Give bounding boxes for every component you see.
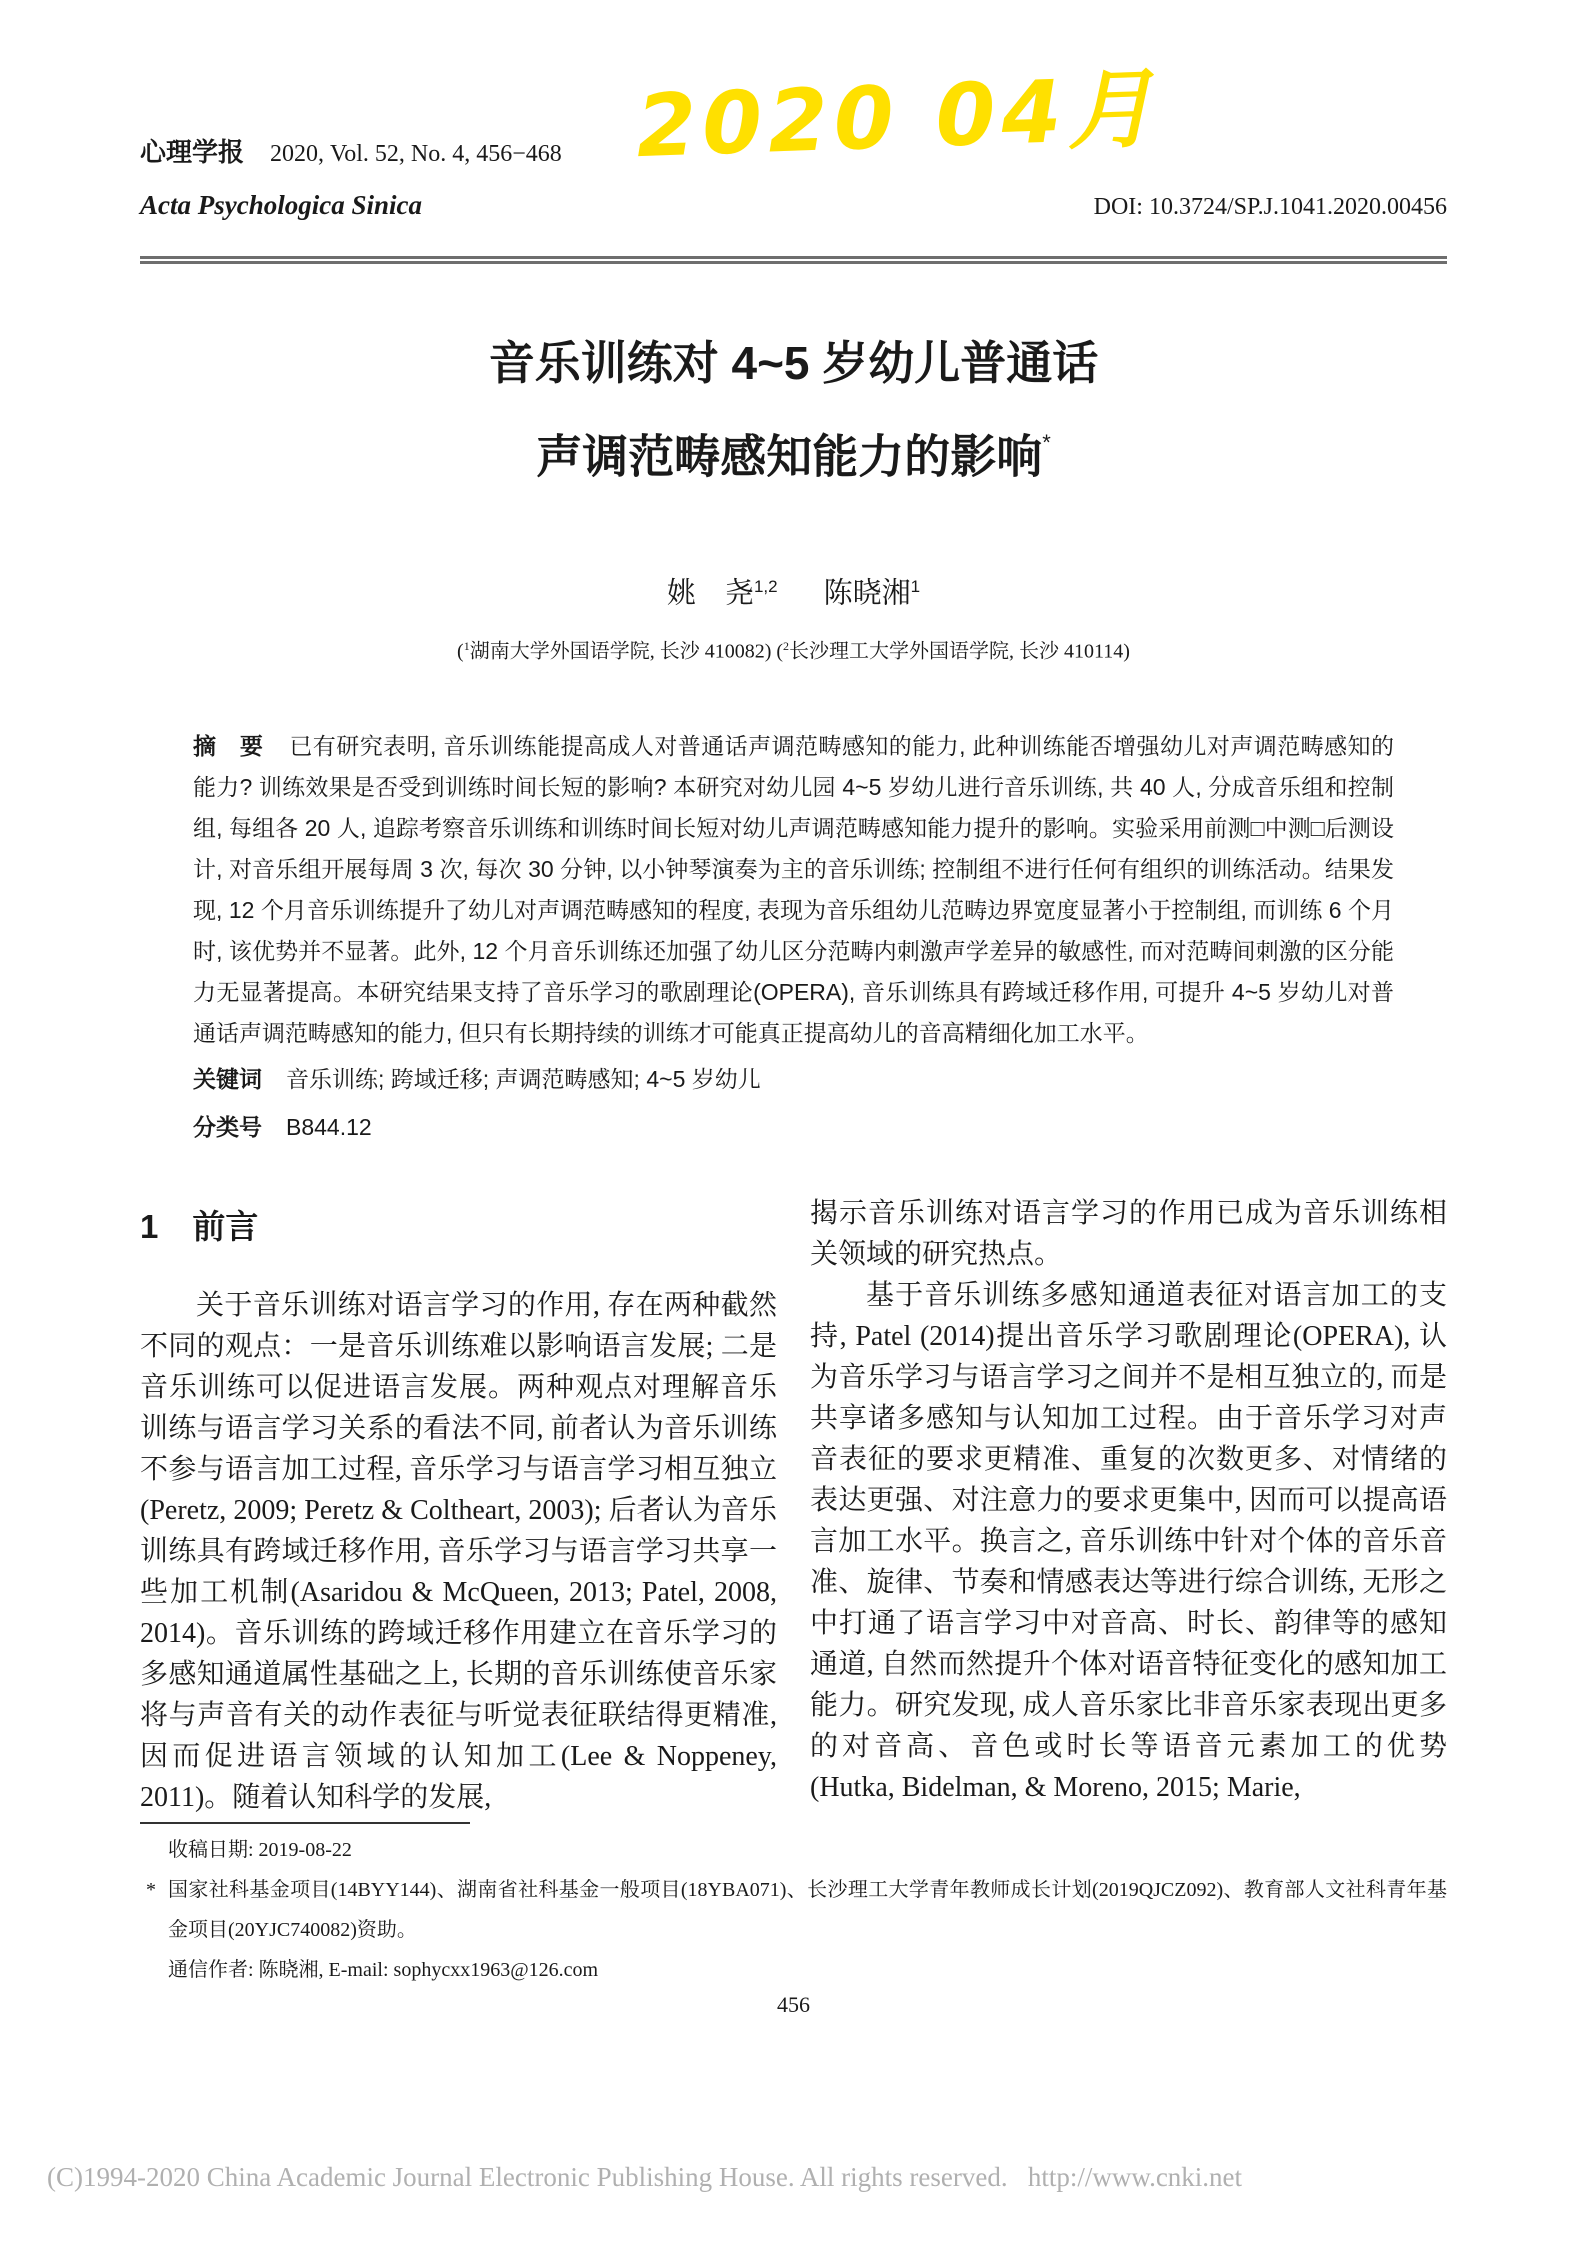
classification-label: 分类号 (193, 1114, 262, 1141)
journal-name-english: Acta Psychologica Sinica (140, 190, 422, 220)
title-footnote-asterisk: * (1042, 430, 1051, 455)
article-title-line-1: 音乐训练对 4~5 岁幼儿普通话 (488, 337, 1099, 389)
keywords-text: 音乐训练; 跨域迁移; 声调范畴感知; 4~5 岁幼儿 (286, 1066, 761, 1093)
affiliation-line: ($^1$湖南大学外国语学院, 长沙 410082) ($^2$长沙理工大学外国语学院, 长沙 410114) (457, 639, 1130, 663)
keywords-label: 关键词 (193, 1066, 262, 1093)
left-column (140, 1193, 777, 1818)
funding-text: 国家社科基金项目(14BYY144)、湖南省社科基金一般项目(18YBA071)、长沙理工大学青年教师成长计划(2019QJCZ092)、教育部人文社科青年基金项目(20YJC740082)资助。 (168, 1879, 1447, 1942)
section-1-heading (140, 1193, 777, 1251)
author-1-affiliation-marks: 1,2 (753, 577, 778, 597)
received-date-line: 收稿日期: 2019-08-22 (168, 1839, 352, 1862)
classification-code: B844.12 (286, 1114, 372, 1141)
abstract-paragraph (193, 726, 1394, 1054)
author-1-name: 姚 尧 (666, 577, 754, 610)
footnote-block (140, 1822, 1447, 1990)
author-2-name: 陈晓湘 (823, 577, 911, 610)
journal-header-row-2 (140, 186, 1447, 224)
affiliation-1-mark: 1 (463, 639, 470, 654)
footnote-separator-rule (140, 1822, 470, 1824)
handwritten-date-annotation: 2020 04月 (634, 58, 1161, 178)
author-line (140, 565, 1447, 609)
abstract-label: 摘 要 (193, 733, 264, 760)
copyright-watermark: (C)1994-2020 China Academic Journal Electronic Publishing House. All rights reserved. http://www.cnki.net (47, 2162, 1243, 2192)
affiliation-1-text: 湖南大学外国语学院, 长沙 410082) ( (469, 640, 784, 663)
author-2-affiliation-marks: 1 (910, 577, 921, 597)
affiliation-2-mark: 2 (783, 639, 790, 654)
funding-asterisk: * (146, 1879, 156, 1902)
header-divider-rule (140, 256, 1447, 264)
intro-paragraph-1-left: 关于音乐训练对语言学习的作用, 存在两种截然不同的观点：一是音乐训练难以影响语言发展; 二是音乐训练可以促进语言发展。两种观点对理解音乐训练与语言学习关系的看法不同, 前者认为音乐训练不参与语言加工过程, 音乐学习与语言学习相互独立(Peretz, 2009; Peretz & Coltheart, 2003); 后者认为音乐训练具有跨域迁移作用, 音乐学习与语言学习共享一些加工机制(Asaridou & McQueen, 2013; Patel, 2008, 2014)。音乐训练的跨域迁移作用建立在音乐学习的多感知通道属性基础之上, 长期的音乐训练使音乐家将与声音有关的动作表征与听觉表征联结得更精准, 因而促进语言领域的认知加工(Lee & Noppeney, 2011)。随着认知科学的发展, (140, 1290, 777, 1814)
section-1-title: 前言 (192, 1208, 259, 1246)
intro-paragraph-1-continued: 揭示音乐训练对语言学习的作用已成为音乐训练相关领域的研究热点。 (810, 1198, 1447, 1271)
doi-text: DOI: 10.3724/SP.J.1041.2020.00456 (1093, 194, 1447, 220)
keywords-line (193, 1059, 1394, 1100)
section-1-number: 1 (140, 1208, 159, 1246)
abstract-section (193, 726, 1394, 1148)
issue-info: 2020, Vol. 52, No. 4, 456−468 (270, 141, 562, 167)
journal-title-block (140, 134, 562, 176)
article-title (140, 320, 1447, 499)
journal-name-chinese: 心理学报 (140, 138, 245, 167)
right-column (810, 1193, 1447, 1818)
intro-paragraph-2: 基于音乐训练多感知通道表征对语言加工的支持, Patel (2014)提出音乐学习歌剧理论(OPERA), 认为音乐学习与语言学习之间并不是相互独立的, 而是共享诸多感知与认知加工过程。由于音乐学习对声音表征的要求更精准、重复的次数更多、对情绪的表达更强、对注意力的要求更集中, 因而可以提高语言加工水平。换言之, 音乐训练中针对个体的音乐音准、旋律、节奏和情感表达等进行综合训练, 无形之中打通了语言学习中对音高、时长、韵律等的感知通道, 自然而然提升个体对语音特征变化的感知加工能力。研究发现, 成人音乐家比非音乐家表现出更多的对音高、音色或时长等语音元素加工的优势(Hutka, Bidelman, & Moreno, 2015; Marie, (810, 1280, 1447, 1804)
classification-line (193, 1107, 1394, 1148)
corresponding-author-line: 通信作者: 陈晓湘, E-mail: sophycxx1963@126.com (168, 1959, 599, 1982)
page-number: 456 (777, 1992, 810, 2018)
body-columns (140, 1193, 1447, 1818)
article-title-line-2: 声调范畴感知能力的影响* (536, 430, 1051, 483)
abstract-text: 已有研究表明, 音乐训练能提高成人对普通话声调范畴感知的能力, 此种训练能否增强幼儿对声调范畴感知的能力? 训练效果是否受到训练时间长短的影响? 本研究对幼儿园 4~5 岁幼儿进行音乐训练, 共 40 人, 分成音乐组和控制组, 每组各 20 人, 追踪考察音乐训练和训练时间长短对幼儿声调范畴感知能力提升的影响。实验采用前测□中测□后测设计, 对音乐组开展每周 3 次, 每次 30 分钟, 以小钟琴演奏为主的音乐训练; 控制组不进行任何有组织的训练活动。结果发现, 12 个月音乐训练提升了幼儿对声调范畴感知的程度, 表现为音乐组幼儿范畴边界宽度显著小于控制组, 而训练 6 个月时, 该优势并不显著。此外, 12 个月音乐训练还加强了幼儿区分范畴内刺激声学差异的敏感性, 而对范畴间刺激的区分能力无显著提高。本研究结果支持了音乐学习的歌剧理论(OPERA), 音乐训练具有跨域迁移作用, 可提升 4~5 岁幼儿对普通话声调范畴感知的能力, 但只有长期持续的训练才可能真正提高幼儿的音高精细化加工水平。 (193, 733, 1395, 1047)
affiliation-2-text: 长沙理工大学外国语学院, 长沙 410114) (789, 640, 1130, 663)
funding-note (140, 1870, 1447, 1950)
